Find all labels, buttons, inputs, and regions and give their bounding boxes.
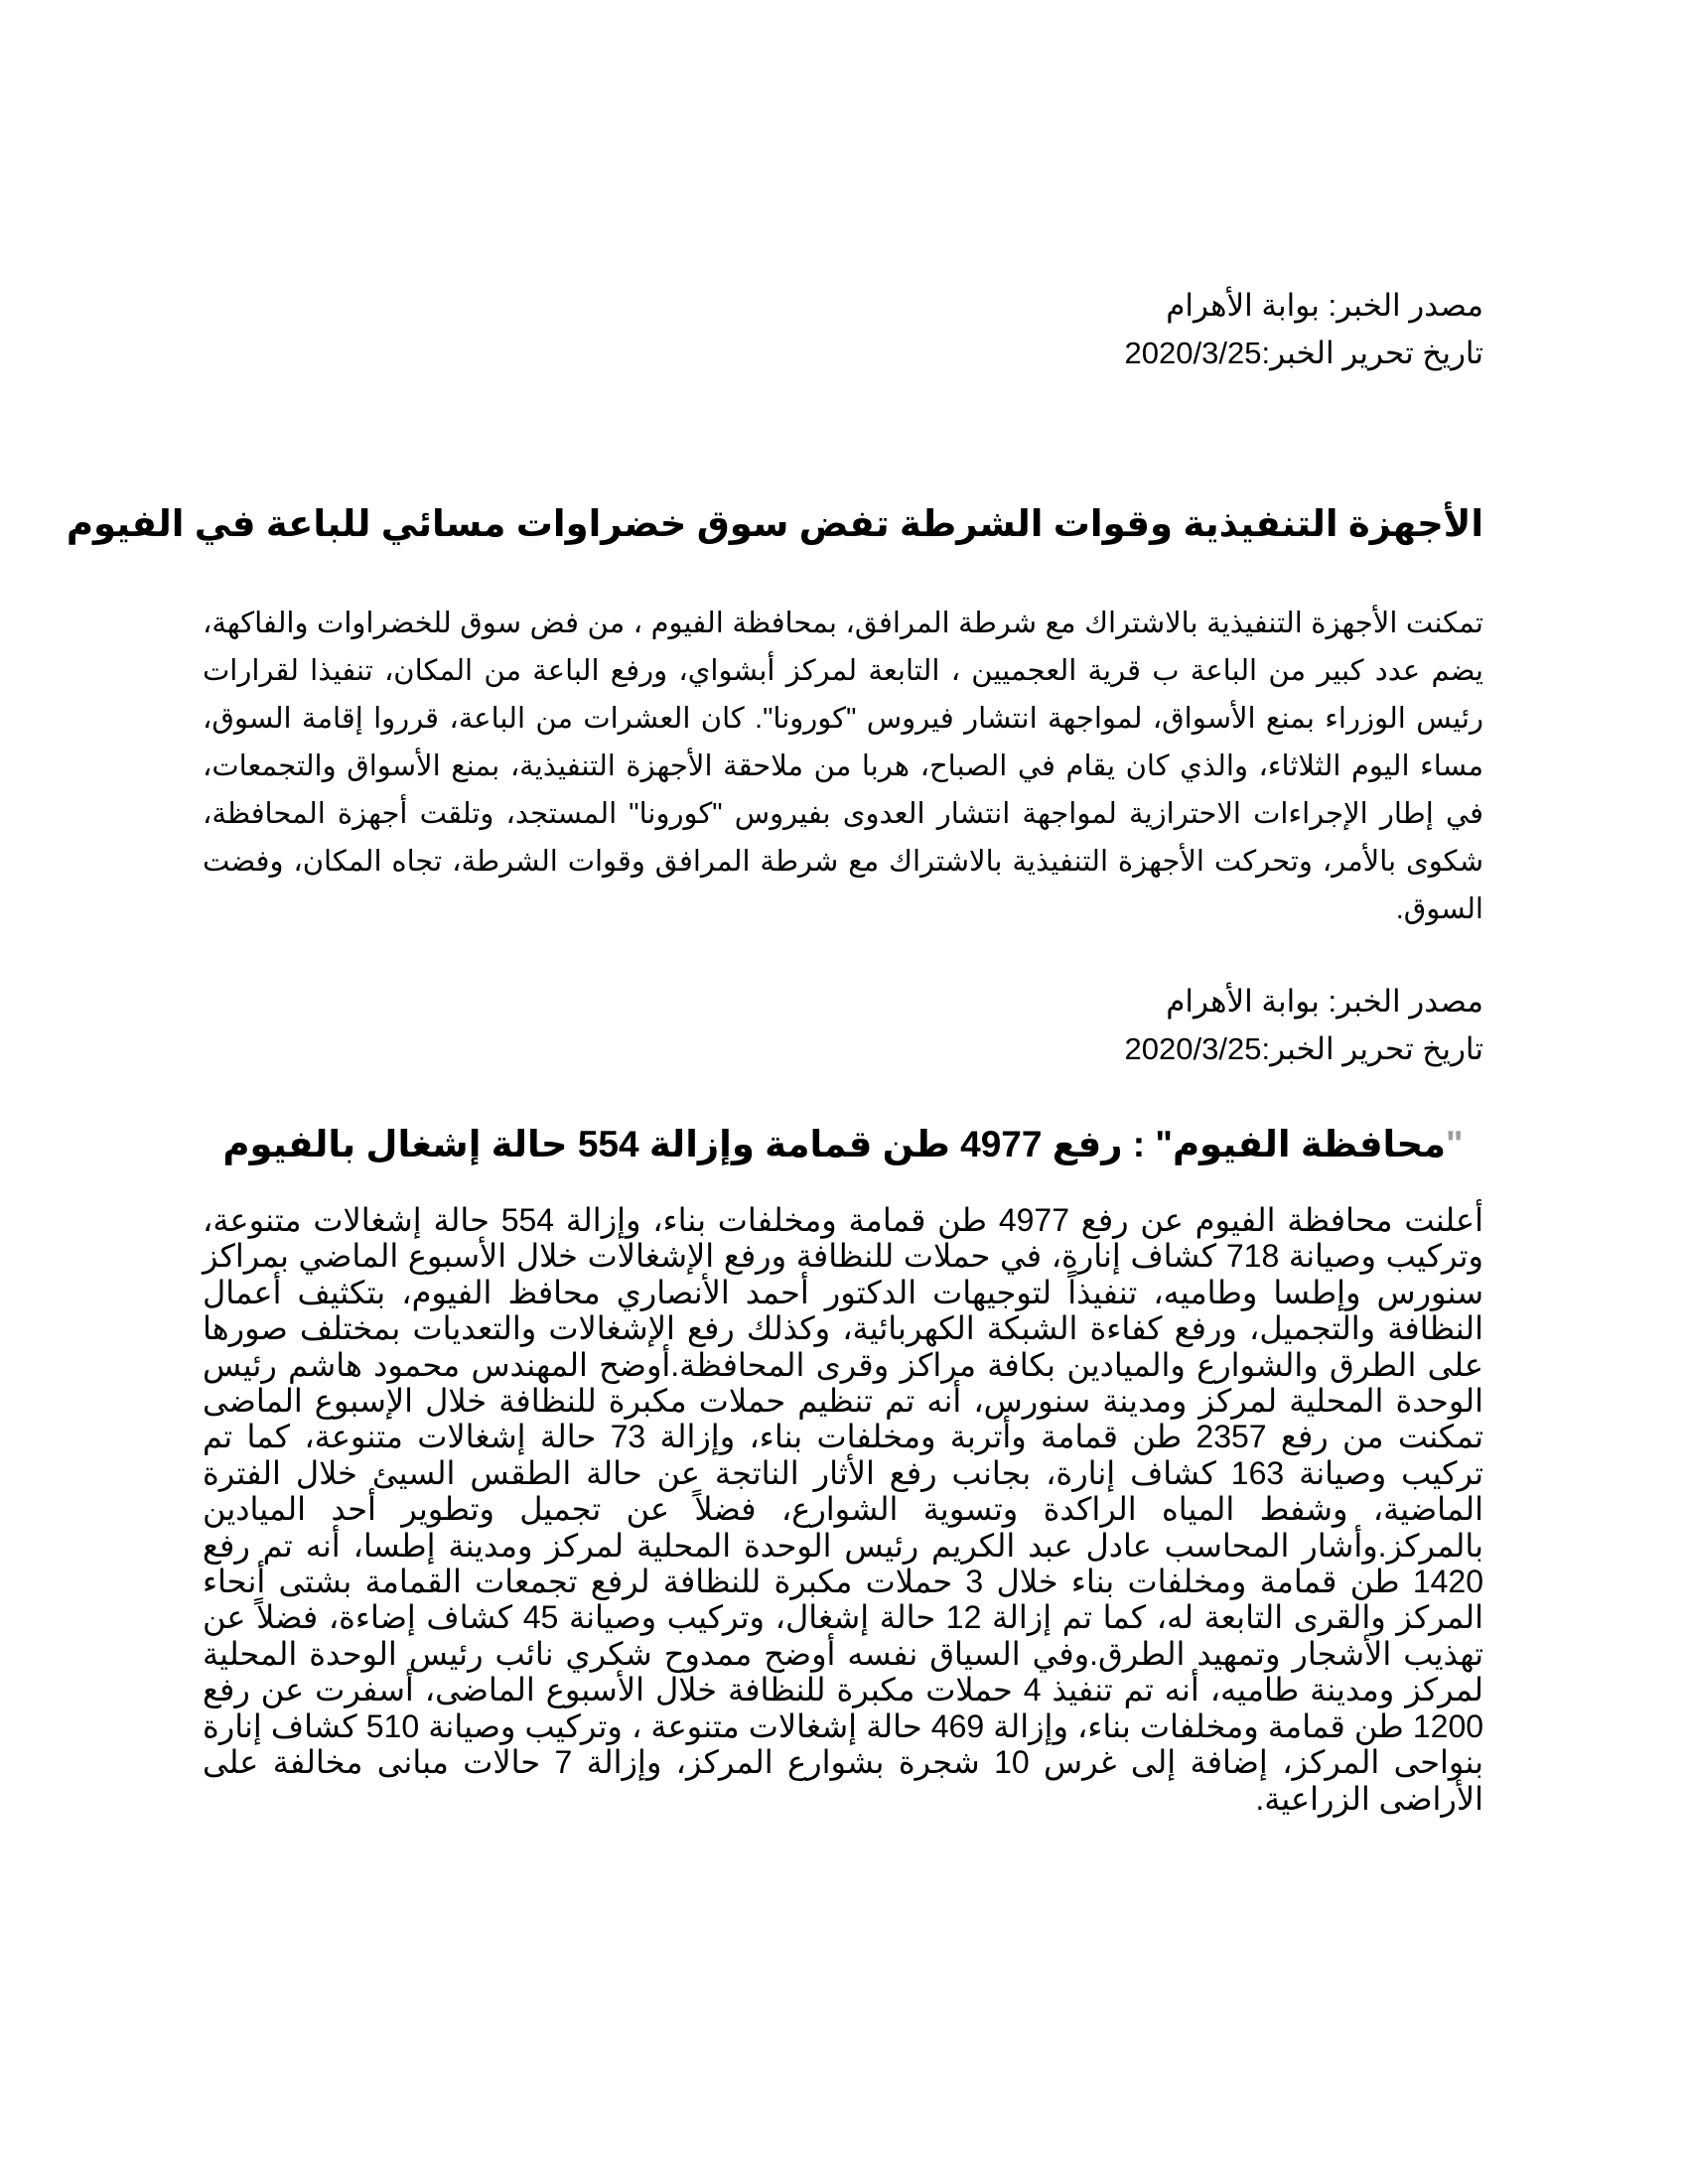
article2-source: مصدر الخبر: بوابة الأهرام bbox=[1166, 984, 1483, 1019]
article2-body: أعلنت محافظة الفيوم عن رفع 4977 طن قمامة ومخلفات بناء، وإزالة 554 حالة إشغالات متنوعة، وتركيب وصيانة 718 كشاف إنارة، في حملات للنظافة ورفع الإشغالات خلال الأسبوع الماضي بمراكز سنورس وإطسا وطاميه، تنفيذاً لتوجيهات الدكتور أحمد الأنصاري محافظ الفيوم، بتكثيف أعمال النظافة والتجميل، ورفع كفاءة الشبكة الكهربائية، وكذلك رفع الإشغالات والتعديات بمختلف صورها على الطرق والشوارع والميادين بكافة مراكز وقرى المحافظة.أوضح المهندس محمود هاشم رئيس الوحدة المحلية لمركز ومدينة سنورس، أنه تم تنظيم حملات مكبرة للنظافة خلال الإسبوع الماضى تمكنت من رفع 2357 طن قمامة وأتربة ومخلفات بناء، وإزالة 73 حالة إشغالات متنوعة، كما تم تركيب وصيانة 163 كشاف إنارة، بجانب رفع الأثار الناتجة عن حالة الطقس السيئ خلال الفترة الماضية، وشفط المياه الراكدة وتسوية الشوارع، فضلاً عن تجميل وتطوير أحد الميادين بالمركز.وأشار المحاسب عادل عبد الكريم رئيس الوحدة المحلية لمركز ومدينة إطسا، أنه تم رفع 1420 طن قمامة ومخلفات بناء خلال 3 حملات مكبرة للنظافة لرفع تجمعات القمامة بشتى أنحاء المركز والقرى التابعة له، كما تم إزالة 12 حالة إشغال، وتركيب وصيانة 45 كشاف إضاءة، فضلاً عن تهذيب الأشجار وتمهيد الطرق.وفي السياق نفسه أوضح ممدوح شكري نائب رئيس الوحدة المحلية لمركز ومدينة طاميه، أنه تم تنفيذ 4 حملات مكبرة للنظافة خلال الأسبوع الماضى، أسفرت عن رفع 1200 طن قمامة ومخلفات بناء، وإزالة 469 حالة إشغالات متنوعة ، وتركيب وصيانة 510 كشاف إنارة بنواحى المركز، إضافة إلى غرس 10 شجرة بشوارع المركز، وإزالة 7 حالات مبانى مخالفة على الأراضى الزراعية. bbox=[203, 1202, 1484, 1817]
article2-title: محافظة الفيوم" : رفع 4977 طن قمامة وإزالة 554 حالة إشغال بالفيوم bbox=[222, 1124, 1447, 1164]
article1-source: مصدر الخبر: بوابة الأهرام bbox=[1166, 288, 1483, 323]
article2-title-line bbox=[203, 1120, 1483, 1169]
article2-title-quote-mark: " bbox=[1446, 1124, 1464, 1164]
article1-title: الأجهزة التنفيذية وقوات الشرطة تفض سوق خضراوات مسائي للباعة في الفيوم bbox=[66, 503, 1483, 544]
article1-meta bbox=[203, 282, 1483, 377]
article2-meta bbox=[203, 978, 1483, 1073]
article1-body: تمكنت الأجهزة التنفيذية بالاشتراك مع شرطة المرافق، بمحافظة الفيوم ، من فض سوق للخضراوات والفاكهة، يضم عدد كبير من الباعة ب قرية العجميين ، التابعة لمركز أبشواي، ورفع الباعة من المكان، تنفيذا لقرارات رئيس الوزراء بمنع الأسواق، لمواجهة انتشار فيروس "كورونا". كان العشرات من الباعة، قرروا إقامة السوق، مساء اليوم الثلاثاء، والذي كان يقام في الصباح، هربا من ملاحقة الأجهزة التنفيذية، بمنع الأسواق والتجمعات، في إطار الإجراءات الاحترازية لمواجهة انتشار العدوى بفيروس "كورونا" المستجد، وتلقت أجهزة المحافظة، شكوى بالأمر، وتحركت الأجهزة التنفيذية بالاشتراك مع شرطة المرافق وقوات الشرطة، تجاه المكان، وفضت السوق. bbox=[203, 608, 1483, 925]
article2-date: تاريخ تحرير الخبر:2020/3/25 bbox=[1124, 1031, 1483, 1066]
article1-date: تاريخ تحرير الخبر:2020/3/25 bbox=[1124, 336, 1483, 370]
